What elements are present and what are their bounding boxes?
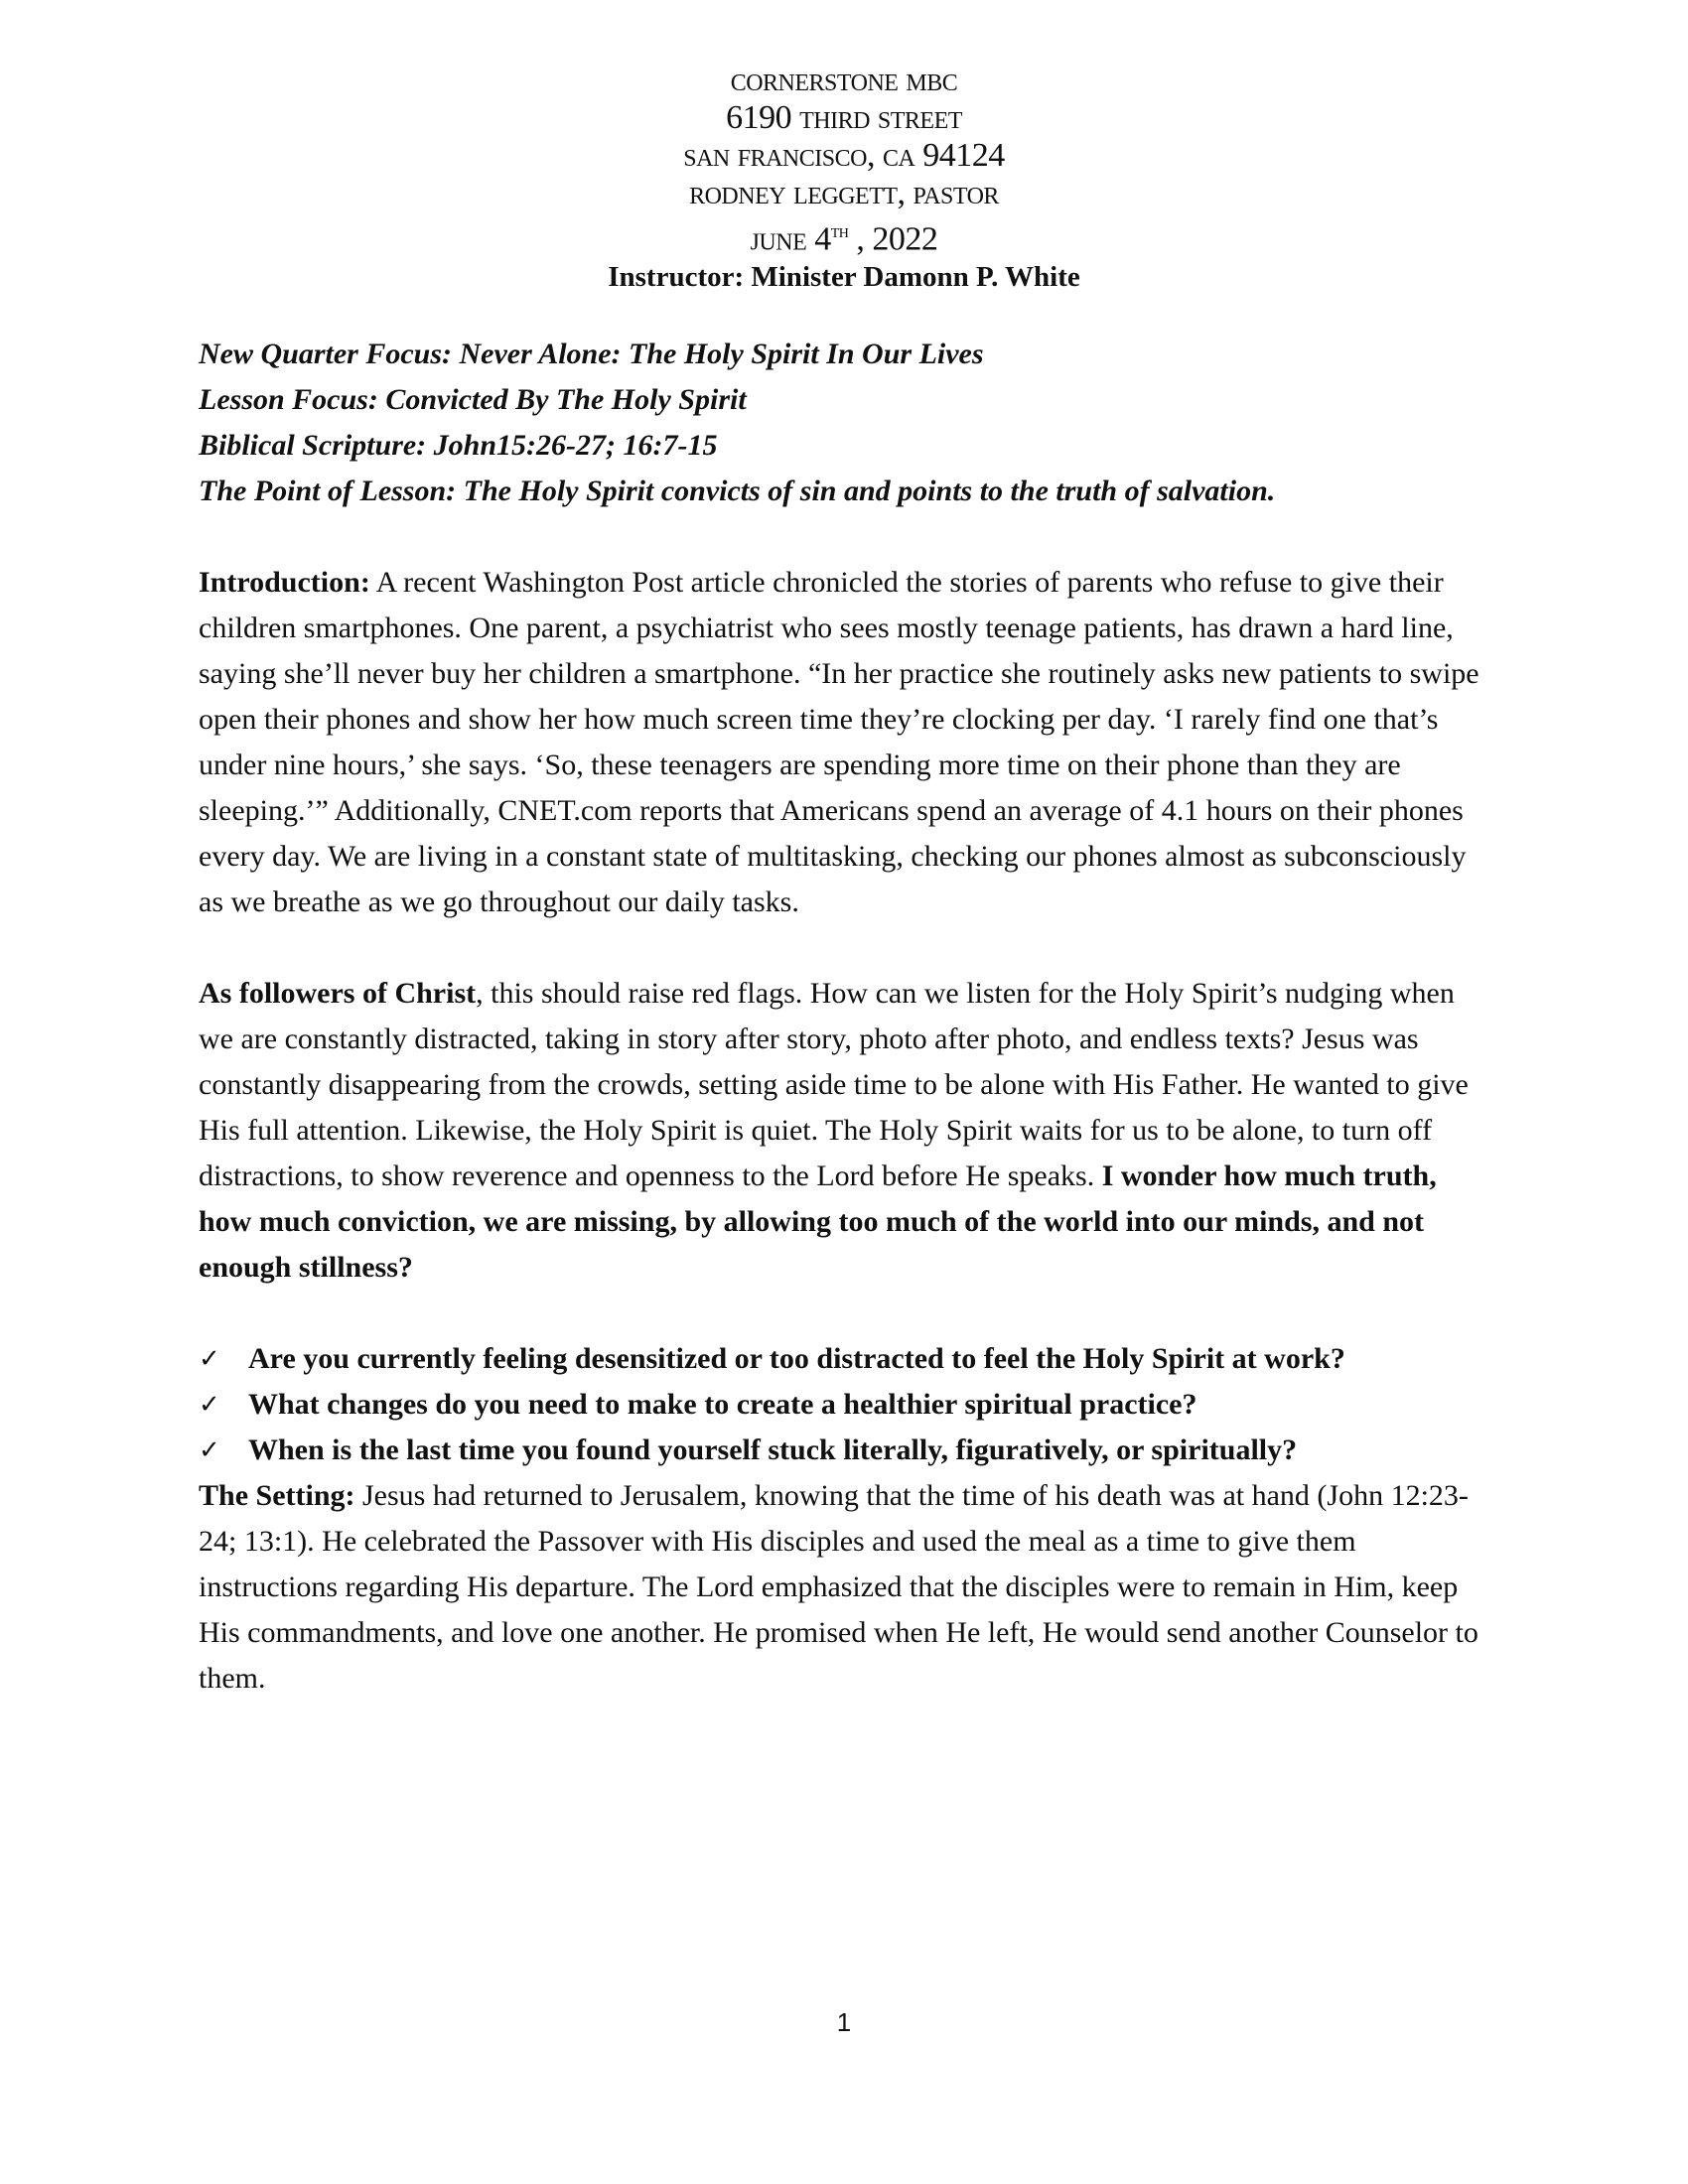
introduction-text: A recent Washington Post article chronicled the stories of parents who refuse to give their children smartphones. One parent, a psychiatrist who sees mostly teenage patients, has drawn a hard line, saying she’ll never buy her children a smartphone. “In her practice she routinely asks new patients to swipe open their phones and show her how much screen time they’re clocking per day. ‘I rarely find one that’s under nine hours,’ she says. ‘So, these teenagers are spending more time on their phone than they are sleeping.’” Additionally, CNET.com reports that Americans spend an average of 4.1 hours on their phones every day. We are living in a constant state of multitasking, checking our phones almost as subconsciously as we breathe as we go throughout our daily tasks. (199, 566, 1479, 919)
page-number: 1 (836, 2007, 852, 2037)
question-text: When is the last time you found yourself stuck literally, figuratively, or spiritually? (248, 1433, 1298, 1467)
introduction-label: Introduction: (199, 566, 370, 600)
followers-label: As followers of Christ (199, 977, 477, 1011)
church-address: 6190 third street (726, 99, 962, 136)
church-city: san francisco, ca 94124 (683, 137, 1005, 174)
lesson-focus-block (199, 332, 1489, 514)
setting-text: Jesus had returned to Jerusalem, knowing that the time of his death was at hand (John 12:23-24; 13:1). He celebrated the Passover with His disciples and used the meal as a time to give them instructions regarding His departure. The Lord emphasized that the disciples were to remain in Him, keep His commandments, and love one another. He promised when He left, He would send another Counselor to them. (199, 1479, 1478, 1696)
date-main: june 4 (750, 220, 831, 258)
biblical-scripture: Biblical Scripture: John15:26-27; 16:7-15 (199, 429, 718, 463)
pastor-name: rodney leggett, pastor (689, 175, 999, 211)
lesson-focus: Lesson Focus: Convicted By The Holy Spirit (199, 383, 747, 417)
checkmark-icon: ✓ (199, 1390, 220, 1421)
document-page (199, 62, 1489, 1702)
date-year: , 2022 (848, 220, 938, 258)
date-suffix: th (830, 220, 849, 242)
lesson-date (199, 212, 1489, 258)
question-item (199, 1336, 1489, 1382)
lesson-point: The Point of Lesson: The Holy Spirit convicts of sin and points to the truth of salvation. (199, 475, 1276, 508)
question-item (199, 1428, 1489, 1473)
setting-paragraph (199, 1473, 1489, 1702)
setting-label: The Setting: (199, 1479, 355, 1513)
reflection-questions (199, 1336, 1489, 1473)
church-header (199, 62, 1489, 296)
quarter-focus: New Quarter Focus: Never Alone: The Holy Spirit In Our Lives (199, 338, 984, 371)
checkmark-icon: ✓ (199, 1435, 220, 1466)
question-text: Are you currently feeling desensitized or too distracted to feel the Holy Spirit at work? (248, 1342, 1345, 1376)
instructor-line: Instructor: Minister Damonn P. White (608, 261, 1080, 294)
followers-text: , this should raise red flags. How can we listen for the Holy Spirit’s nudging when we are constantly distracted, taking in story after story, photo after photo, and endless texts? Jesus was constantly disappearing from the crowds, setting aside time to be alone with His Father. He wanted to give His full attention. Likewise, the Holy Spirit is quiet. The Holy Spirit waits for us to be alone, to turn off distractions, to show reverence and openness to the Lord before He speaks. (199, 977, 1469, 1193)
question-text: What changes do you need to make to create a healthier spiritual practice? (248, 1388, 1197, 1422)
church-name: cornerstone mbc (730, 62, 958, 98)
followers-paragraph (199, 971, 1489, 1291)
introduction-paragraph (199, 560, 1489, 925)
question-item (199, 1382, 1489, 1428)
followers-bold-question: I wonder how much truth, how much conviction, we are missing, by allowing too much of the world into our minds, and not enough stillness? (199, 1160, 1437, 1285)
checkmark-icon: ✓ (199, 1344, 220, 1375)
